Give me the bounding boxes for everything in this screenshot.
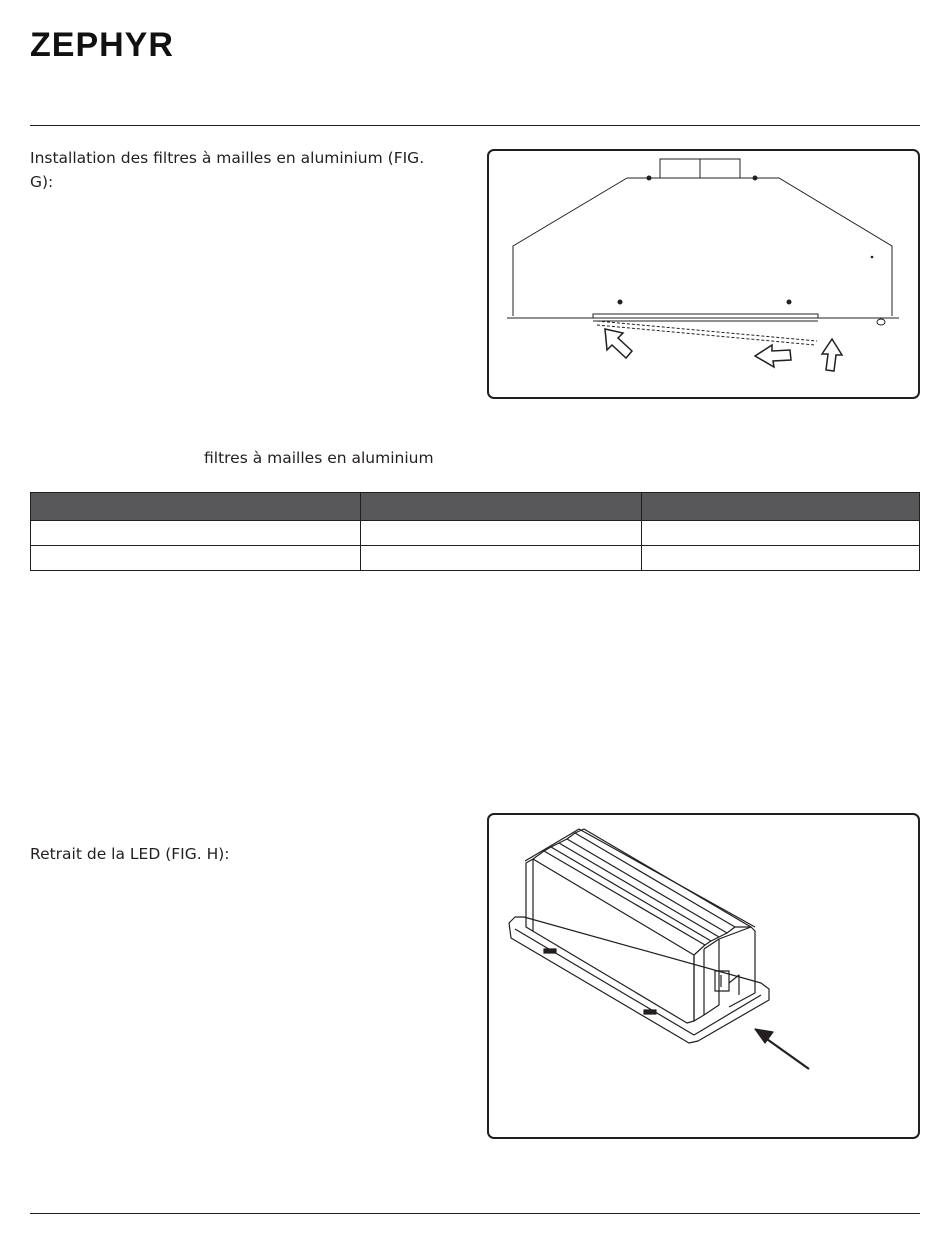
table-cell xyxy=(360,521,642,546)
table-row xyxy=(31,521,920,546)
table-cell xyxy=(642,546,920,571)
table-caption: filtres à mailles en aluminium xyxy=(204,449,434,467)
brand-logo: ZEPHYR xyxy=(30,26,174,64)
table-cell xyxy=(31,521,361,546)
figure-h-led-module xyxy=(487,813,920,1139)
figure-g-range-hood-filter xyxy=(487,149,920,399)
table-row xyxy=(31,546,920,571)
table-cell xyxy=(642,521,920,546)
table-header-cell xyxy=(360,493,642,521)
table-header-row xyxy=(31,493,920,521)
table-cell xyxy=(360,546,642,571)
table-cell xyxy=(31,546,361,571)
table-header-cell xyxy=(31,493,361,521)
table-header-cell xyxy=(642,493,920,521)
header-divider xyxy=(30,125,920,126)
range-hood-illustration xyxy=(489,151,917,396)
section-heading-led-removal: Retrait de la LED (FIG. H): xyxy=(30,845,230,863)
led-module-illustration xyxy=(489,815,917,1136)
footer-divider xyxy=(30,1213,920,1214)
section-heading-filter-installation: Installation des filtres à mailles en aluminium (FIG. G): xyxy=(30,149,425,191)
filter-spec-table xyxy=(30,492,920,571)
